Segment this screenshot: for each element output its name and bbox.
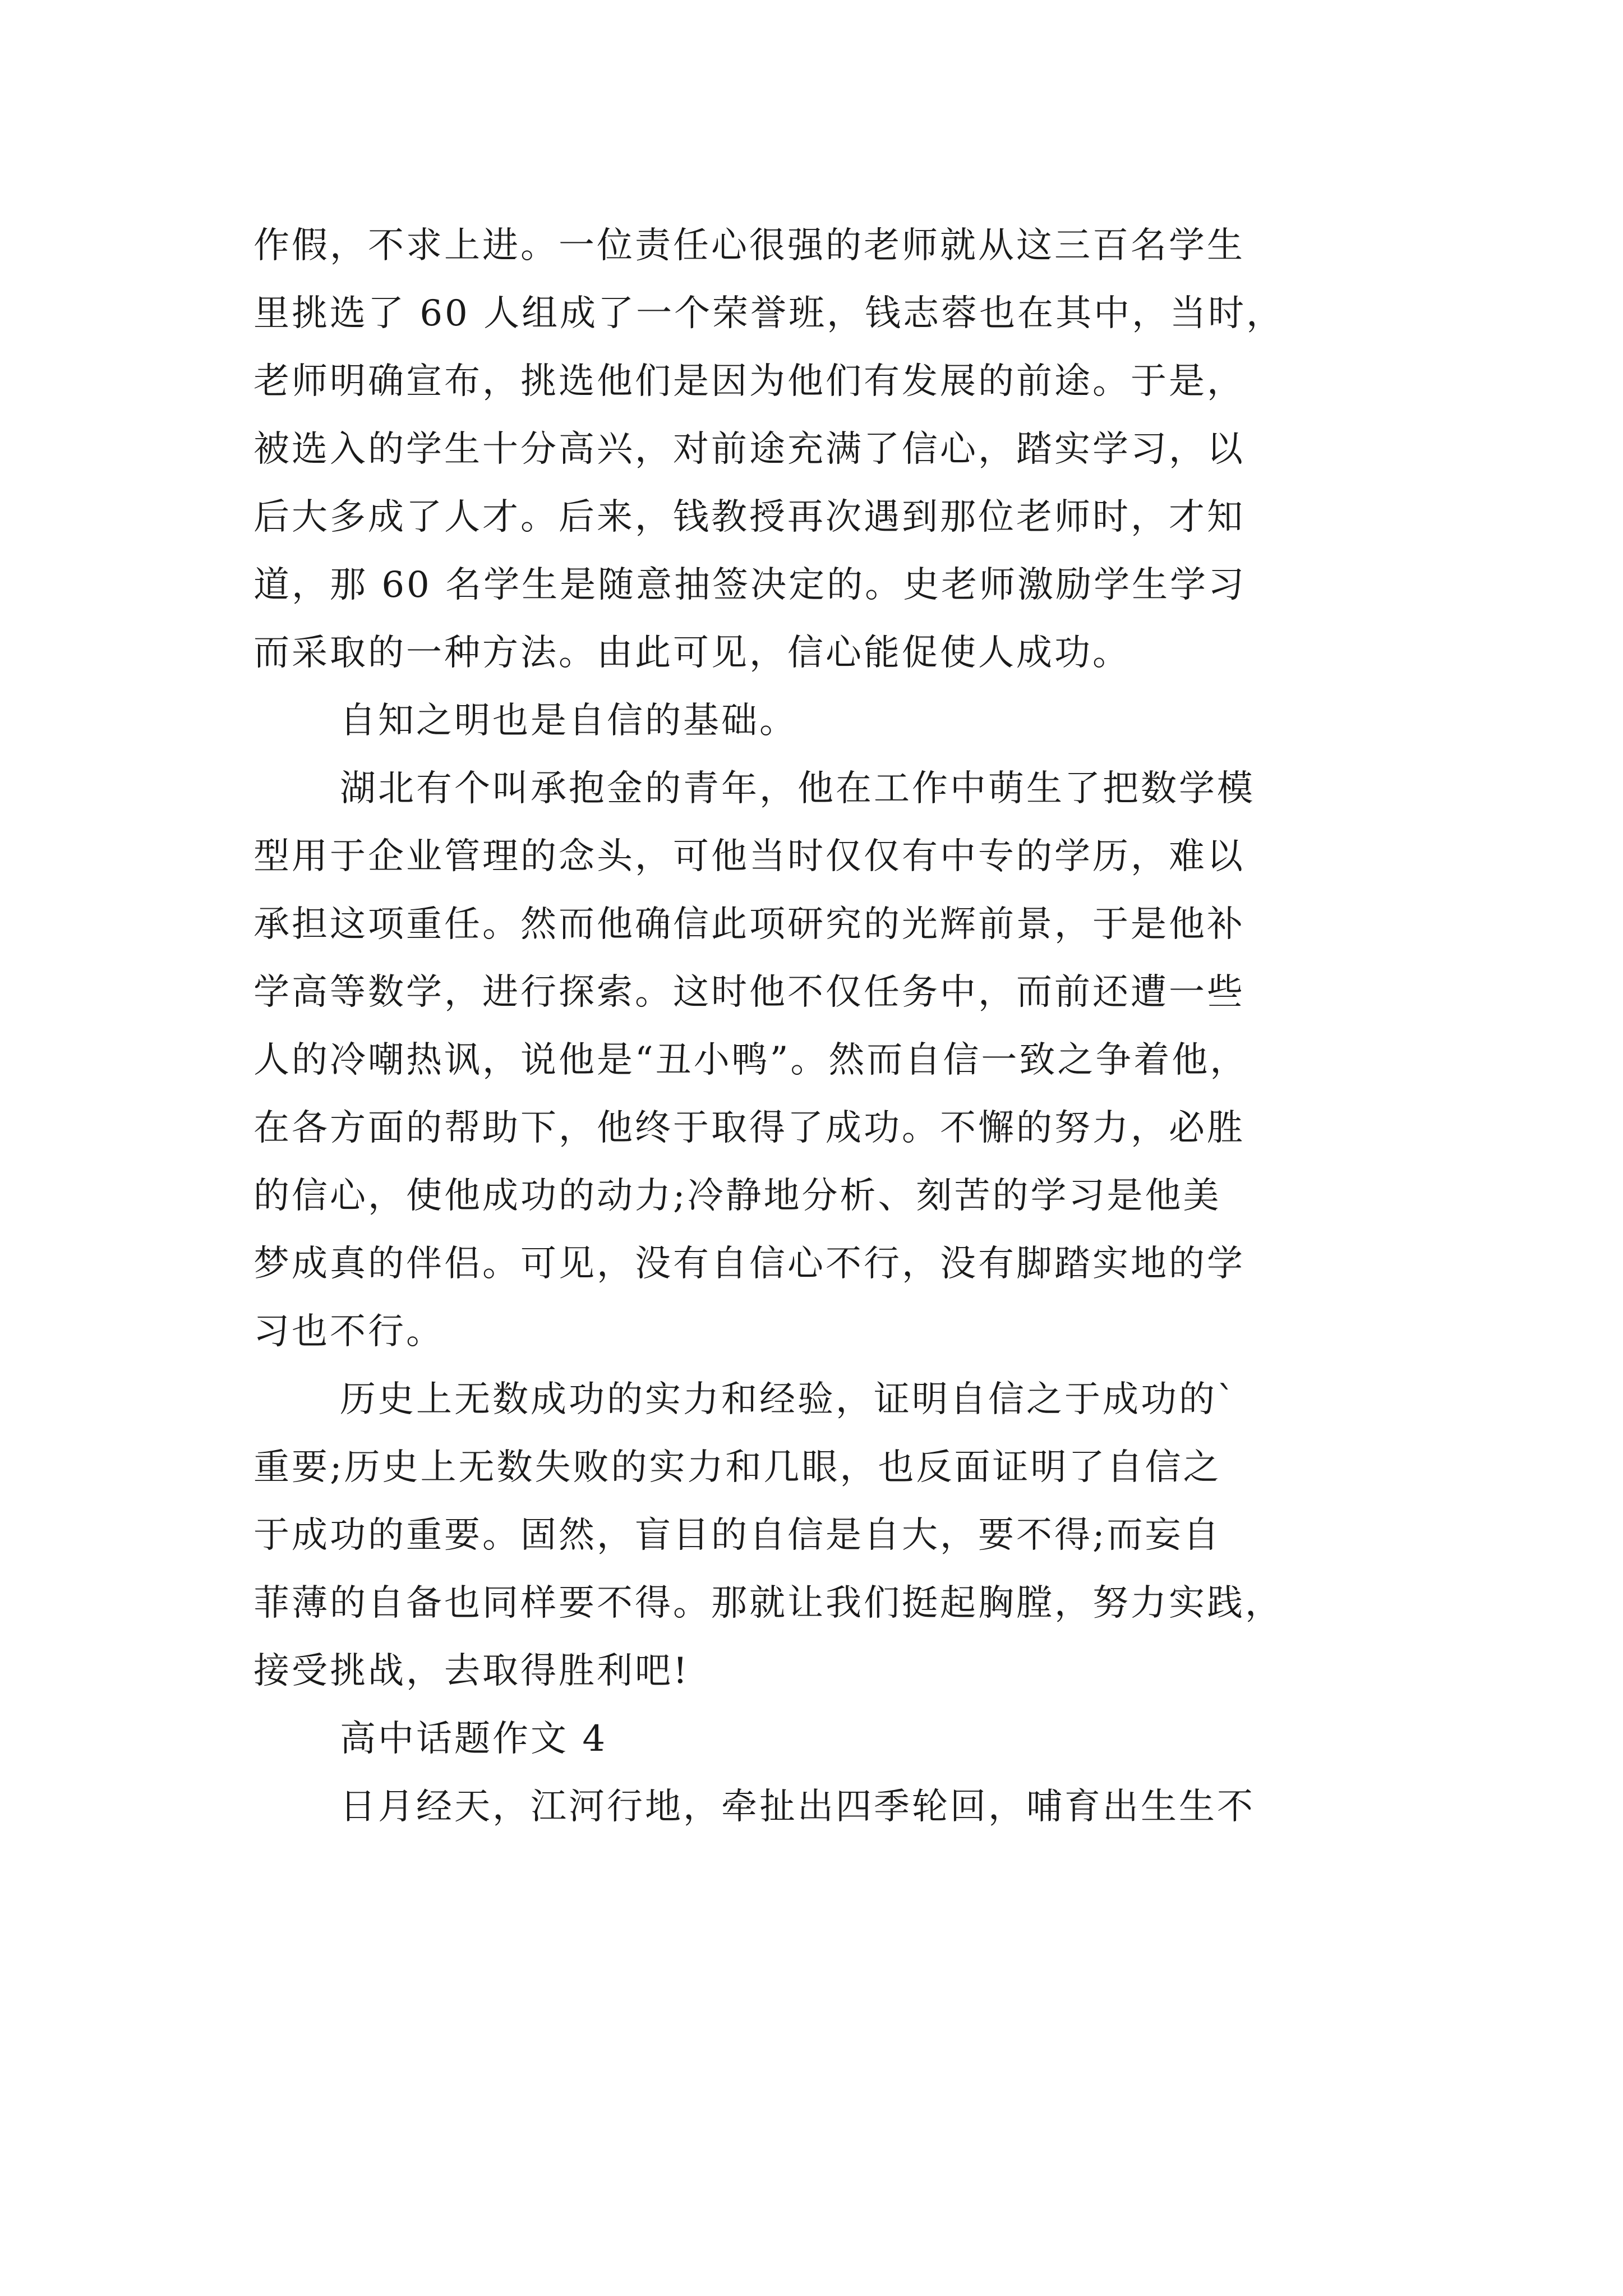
text-line: 道，那 60 名学生是随意抽签决定的。史老师激励学生学习 [253, 564, 1247, 606]
text-line: 习也不行。 [253, 1311, 444, 1352]
text-line: 而采取的一种方法。由此可见，信心能促使人成功。 [253, 632, 1131, 674]
text-line: 承担这项重任。然而他确信此项研究的光辉前景，于是他补 [253, 904, 1245, 945]
text-line: 重要;历史上无数失败的实力和几眼，也反面证明了自信之 [253, 1447, 1221, 1488]
paragraph-first-line: 日月经天，江河行地，牵扯出四季轮回，哺育出生生不 [340, 1786, 1255, 1828]
text-line: 型用于企业管理的念头，可他当时仅仅有中专的学历，难以 [253, 836, 1245, 877]
document-body [253, 212, 1375, 1841]
text-line: 里挑选了 60 人组成了一个荣誉班，钱志蓉也在其中，当时， [253, 293, 1285, 334]
section-heading: 高中话题作文 4 [340, 1718, 608, 1760]
text-line: 接受挑战，去取得胜利吧! [253, 1650, 690, 1692]
paragraph-first-line: 湖北有个叫承抱金的青年，他在工作中萌生了把数学模 [340, 768, 1255, 809]
paragraph-first-line: 历史上无数成功的实力和经验，证明自信之于成功的` [340, 1379, 1237, 1420]
text-line: 被选入的学生十分高兴，对前途充满了信心，踏实学习，以 [253, 429, 1245, 470]
text-line: 学高等数学，进行探索。这时他不仅任务中，而前还遭一些 [253, 972, 1245, 1013]
paragraph-first-line: 自知之明也是自信的基础。 [340, 700, 797, 742]
text-line: 后大多成了人才。后来，钱教授再次遇到那位老师时，才知 [253, 496, 1245, 538]
text-line: 于成功的重要。固然，盲目的自信是自大，要不得;而妄自 [253, 1515, 1221, 1556]
text-line: 的信心，使他成功的动力;冷静地分析、刻苦的学习是他美 [253, 1175, 1221, 1217]
text-line: 作假，不求上进。一位责任心很强的老师就从这三百名学生 [253, 225, 1245, 266]
text-line: 人的冷嘲热讽，说他是“丑小鸭”。然而自信一致之争着他， [253, 1039, 1248, 1081]
text-line: 梦成真的伴侣。可见，没有自信心不行，没有脚踏实地的学 [253, 1243, 1245, 1285]
text-line: 菲薄的自备也同样要不得。那就让我们挺起胸膛，努力实践， [253, 1582, 1283, 1624]
text-line: 老师明确宣布，挑选他们是因为他们有发展的前途。于是， [253, 361, 1245, 402]
text-line: 在各方面的帮助下，他终于取得了成功。不懈的努力，必胜 [253, 1107, 1245, 1149]
